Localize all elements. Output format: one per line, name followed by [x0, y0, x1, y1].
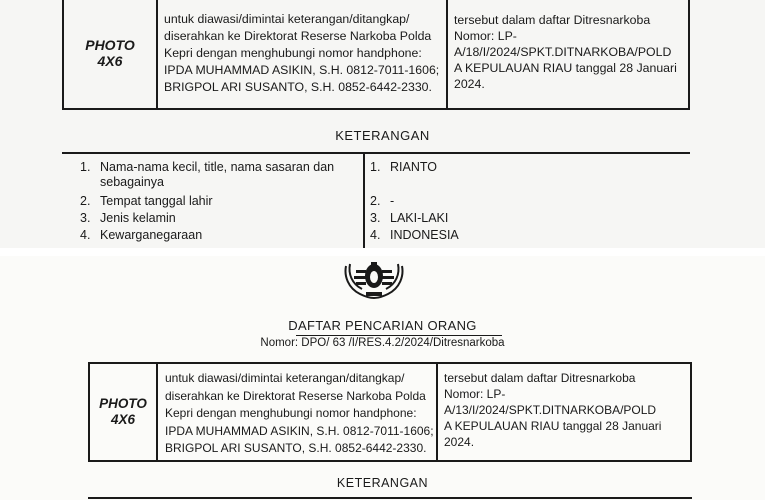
table-divider: [156, 364, 158, 460]
field-value-row: [370, 160, 437, 175]
reference-cell: [444, 370, 689, 460]
table-divider: [436, 364, 438, 460]
field-number: 4.: [80, 228, 91, 242]
reference-line: A/13/I/2024/SPKT.DITNARKOBA/POLD: [444, 403, 657, 417]
document-title: DAFTAR PENCARIAN ORANG: [288, 318, 477, 333]
instruction-line: Kepri dengan menghubungi nomor handphone:: [164, 46, 422, 60]
reference-line: tersebut dalam daftar Ditresnarkoba: [444, 371, 636, 385]
field-label-row: [80, 228, 202, 243]
field-label-continuation: sebagainya: [100, 175, 164, 189]
document-scan-top: [0, 0, 765, 248]
section-title-keterangan: KETERANGAN: [336, 476, 429, 490]
photo-label-line2: 4X6: [97, 53, 123, 69]
field-value-row: [370, 211, 448, 226]
field-number: 1.: [80, 160, 91, 174]
field-value: RIANTO: [390, 160, 437, 174]
reference-line: Nomor: LP-: [444, 387, 506, 401]
scan-separator: [0, 248, 765, 256]
document-scan-bottom: [0, 256, 765, 500]
field-value: LAKI-LAKI: [390, 211, 449, 225]
field-value: INDONESIA: [390, 228, 459, 242]
title-underline: [296, 335, 502, 336]
instruction-line: diserahkan ke Direktorat Reserse Narkoba Polda: [164, 29, 432, 43]
field-label-row: [80, 194, 213, 209]
column-divider: [363, 152, 365, 248]
police-emblem-icon: [338, 256, 410, 302]
reference-line: A/18/I/2024/SPKT.DITNARKOBA/POLD: [454, 45, 672, 59]
instruction-line: BRIGPOL ARI SUSANTO, S.H. 0852-6442-2330.: [165, 441, 427, 455]
instruction-line: untuk diawasi/dimintai keterangan/ditangkap/: [164, 12, 410, 26]
table-divider: [156, 0, 158, 108]
field-number: 3.: [370, 211, 381, 225]
field-label: Tempat tanggal lahir: [100, 194, 213, 208]
instruction-cell: [164, 11, 449, 108]
reference-line: A KEPULAUAN RIAU tanggal 28 Januari: [454, 61, 677, 75]
reference-line: 2024.: [454, 77, 485, 91]
field-label-row: [80, 211, 176, 226]
field-number: 3.: [80, 211, 91, 225]
photo-label-line1: PHOTO: [85, 36, 135, 53]
reference-cell: [454, 12, 689, 108]
wanted-info-table-top: [62, 0, 690, 110]
field-labels: [80, 160, 360, 248]
instruction-cell: [165, 370, 435, 460]
instruction-line: BRIGPOL ARI SUSANTO, S.H. 0852-6442-2330.: [164, 80, 432, 94]
field-label: Jenis kelamin: [100, 211, 176, 225]
reference-line: tersebut dalam daftar Ditresnarkoba: [454, 13, 651, 27]
field-label: Kewarganegaraan: [100, 228, 203, 242]
instruction-line: IPDA MUHAMMAD ASIKIN, S.H. 0812-7011-1606;: [165, 423, 434, 438]
instruction-line: Kepri dengan menghubungi nomor handphone:: [165, 406, 417, 420]
field-values: [370, 160, 670, 248]
photo-label-line1: PHOTO: [99, 396, 147, 412]
instruction-line: diserahkan ke Direktorat Reserse Narkoba Polda: [165, 388, 426, 403]
photo-placeholder-cell: [90, 364, 156, 460]
section-rule: [88, 497, 692, 499]
field-number: 1.: [370, 160, 381, 174]
field-number: 2.: [370, 194, 381, 208]
document-number: Nomor: DPO/ 63 /I/RES.4.2/2024/Ditresnarkoba: [260, 337, 505, 349]
wanted-info-table-bottom: [88, 362, 692, 462]
field-label-row: [100, 175, 164, 190]
reference-line: Nomor: LP-: [454, 29, 517, 43]
table-divider: [446, 0, 448, 108]
field-label: Nama-nama kecil, title, nama sasaran dan: [100, 160, 335, 174]
section-rule: [62, 152, 690, 154]
photo-placeholder-cell: [64, 0, 156, 108]
photo-label-line2: 4X6: [110, 412, 135, 427]
section-title-keterangan: KETERANGAN: [335, 128, 430, 143]
instruction-line: IPDA MUHAMMAD ASIKIN, S.H. 0812-7011-1606;: [164, 63, 440, 77]
field-value-row: [370, 228, 459, 243]
reference-line: A KEPULAUAN RIAU tanggal 28 Januari: [444, 419, 662, 433]
field-number: 2.: [80, 194, 91, 208]
field-label-row: [80, 160, 334, 175]
reference-line: 2024.: [444, 435, 475, 449]
instruction-line: untuk diawasi/dimintai keterangan/ditangkap/: [165, 371, 405, 385]
field-number: 4.: [370, 228, 381, 242]
field-value: -: [390, 194, 395, 208]
field-value-row: [370, 194, 394, 209]
